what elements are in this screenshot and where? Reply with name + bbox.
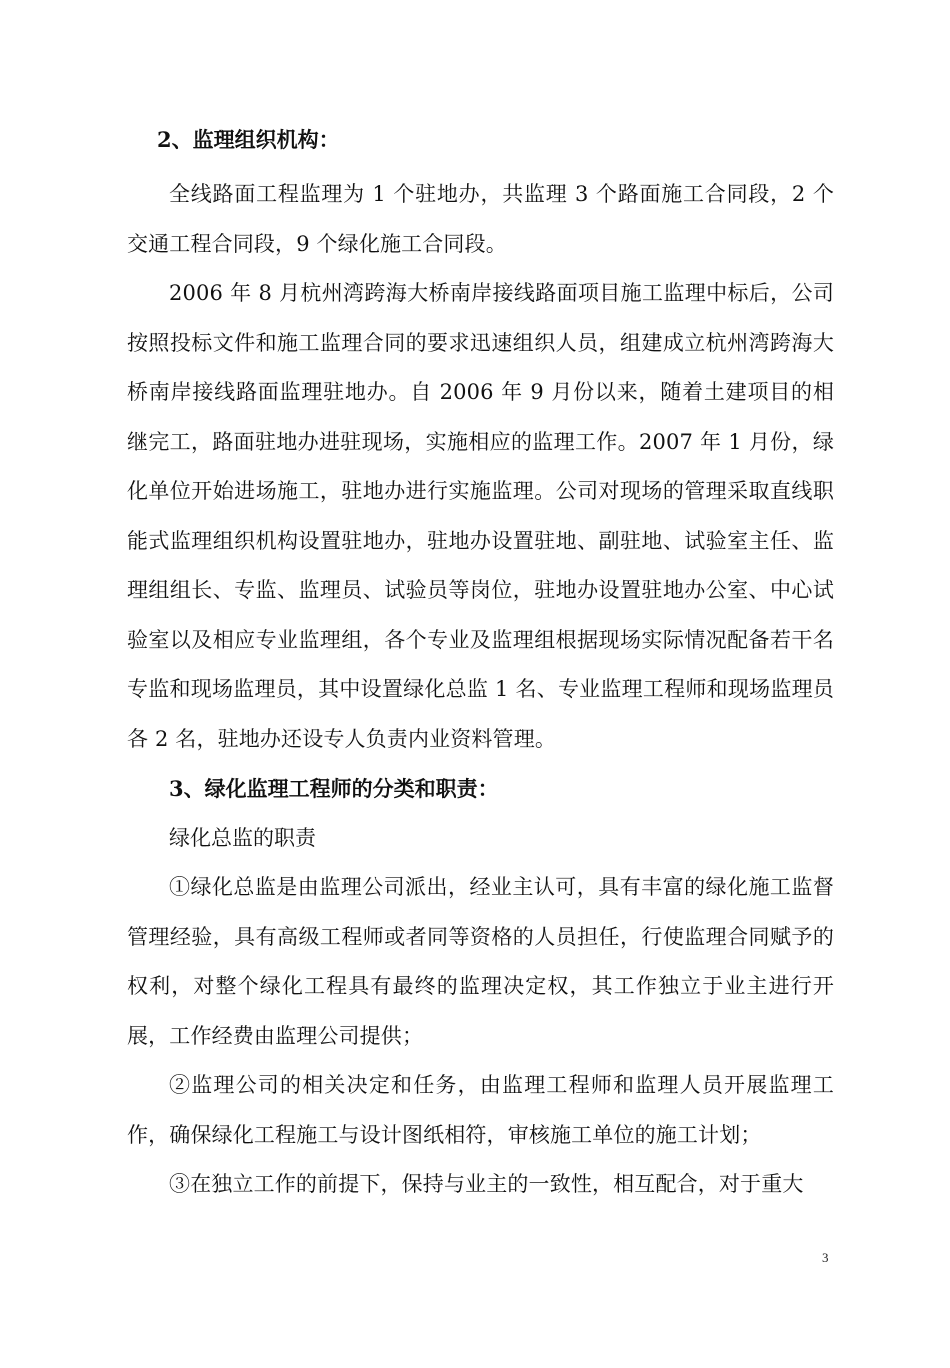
section-3-heading: 3、绿化监理工程师的分类和职责： (169, 776, 499, 801)
duty-item-2: ②监理公司的相关决定和任务，由监理工程师和监理人员开展监理工作，确保绿化工程施工与设计图纸相符，审核施工单位的施工计划； (127, 1073, 834, 1147)
section-2-paragraph-1: 全线路面工程监理为 1 个驻地办，共监理 3 个路面施工合同段，2 个交通工程合同段，9 个绿化施工合同段。 (127, 182, 834, 256)
page-number: 3 (822, 1250, 829, 1265)
duty-item-3: ③在独立工作的前提下，保持与业主的一致性，相互配合，对于重大 (169, 1172, 804, 1196)
duty-item-1: ①绿化总监是由监理公司派出，经业主认可，具有丰富的绿化施工监督管理经验，具有高级工程师或者同等资格的人员担任，行使监理合同赋予的权利，对整个绿化工程具有最终的监理决定权，其工作独立于业主进行开展，工作经费由监理公司提供； (127, 875, 834, 1048)
document-body (127, 121, 834, 1210)
section-2-paragraph-2: 2006 年 8 月杭州湾跨海大桥南岸接线路面项目施工监理中标后，公司按照投标文件和施工监理合同的要求迅速组织人员，组建成立杭州湾跨海大桥南岸接线路面监理驻地办。自 2006 年 9 月份以来，随着土建项目的相继完工，路面驻地办进驻现场，实施相应的监理工作。2007 年 1 月份，绿化单位开始进场施工，驻地办进行实施监理。公司对现场的管理采取直线职能式监理组织机构设置驻地办，驻地办设置驻地、副驻地、试验室主任、监理组组长、专监、监理员、试验员等岗位，驻地办设置驻地办公室、中心试验室以及相应专业监理组，各个专业及监理组根据现场实际情况配备若干名专监和现场监理员，其中设置绿化总监 1 名、专业监理工程师和现场监理员各 2 名，驻地办还设专人负责内业资料管理。 (127, 281, 834, 751)
section-2-heading: 2、监理组织机构： (157, 127, 340, 152)
chief-supervisor-duties-subheading: 绿化总监的职责 (169, 825, 316, 850)
